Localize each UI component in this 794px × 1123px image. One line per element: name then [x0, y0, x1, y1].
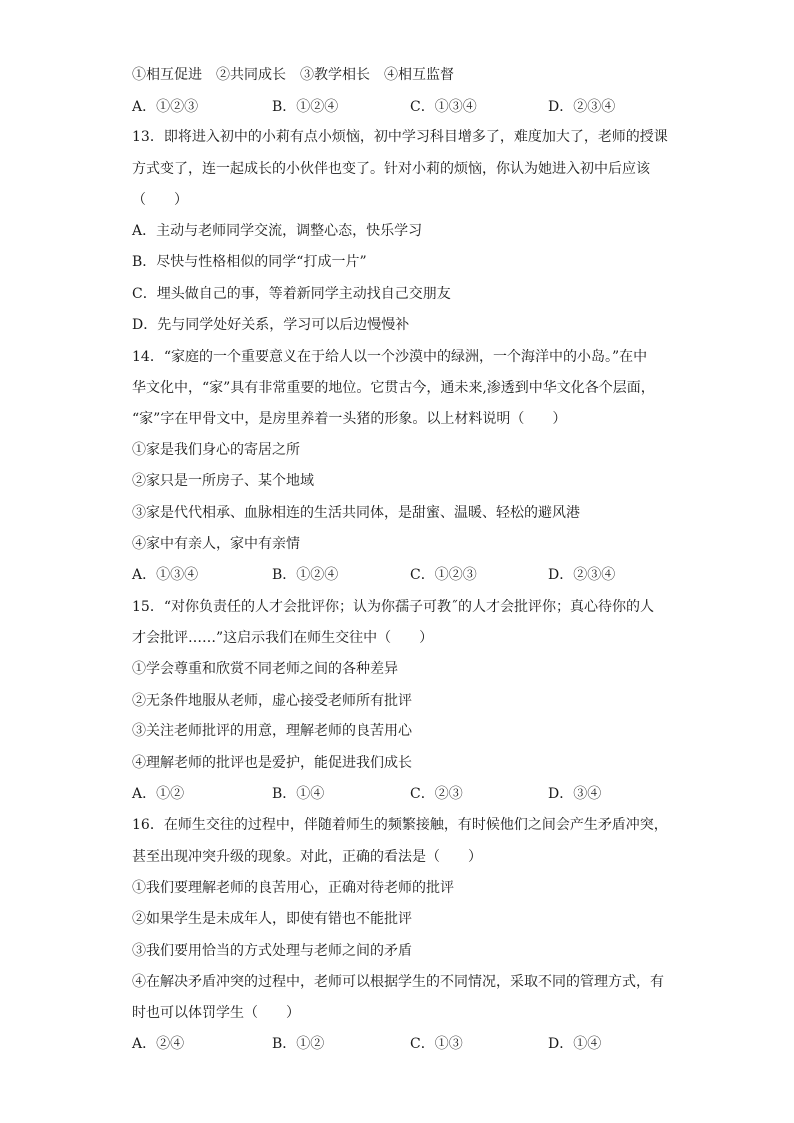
q15-option-a[interactable]: A．①② [132, 786, 185, 802]
q16-option-b[interactable]: B．①② [272, 1036, 325, 1052]
q14-stem-line-2: 华文化中，“家”具有非常重要的地位。它贯古今，通未来,渗透到中华文化各个层面， [132, 380, 655, 396]
q14-option-b[interactable]: B．①②④ [272, 567, 339, 583]
q14-option-d[interactable]: D．②③④ [548, 567, 616, 583]
q14-option-a[interactable]: A．①③④ [132, 567, 199, 583]
q15-item-2: ②无条件地服从老师，虚心接受老师所有批评 [132, 693, 412, 709]
q16-option-d[interactable]: D．①④ [548, 1036, 602, 1052]
q15-item-4: ④理解老师的批评也是爱护，能促进我们成长 [132, 755, 412, 771]
q16-item-4: ④在解决矛盾冲突的过程中，老师可以根据学生的不同情况，采取不同的管理方式，有 [132, 974, 664, 990]
q13-choice-c[interactable]: C．埋头做自己的事，等着新同学主动找自己交朋友 [132, 286, 451, 302]
q14-item-1: ①家是我们身心的寄居之所 [132, 442, 300, 458]
q16-item-4-continued: 时也可以体罚学生（ ） [132, 1005, 300, 1021]
q16-item-1: ①我们要理解老师的良苦用心，正确对待老师的批评 [132, 880, 454, 896]
q15-stem-line-2: 才会批评……”这启示我们在师生交往中（ ） [132, 630, 434, 646]
q16-options [132, 1033, 672, 1055]
q14-option-c[interactable]: C．①②③ [410, 567, 477, 583]
q16-option-c[interactable]: C．①③ [410, 1036, 463, 1052]
q14-item-2: ②家只是一所房子、某个地域 [132, 473, 314, 489]
q14-item-3: ③家是代代相承、血脉相连的生活共同体，是甜蜜、温暖、轻松的避风港 [132, 505, 580, 521]
q13-choice-d[interactable]: D．先与同学处好关系，学习可以后边慢慢补 [132, 317, 410, 333]
q13-answer-blank: （ ） [132, 192, 188, 208]
q15-stem-line-1: 15．“对你负责任的人才会批评你；认为你孺子可教˝的人才会批评你；真心待你的人 [132, 599, 654, 615]
q16-stem-line-2: 甚至出现冲突升级的现象。对此，正确的看法是（ ） [132, 849, 482, 865]
q14-options [132, 564, 672, 586]
q16-item-3: ③我们要用恰当的方式处理与老师之间的矛盾 [132, 943, 412, 959]
q13-choice-b[interactable]: B．尽快与性格相似的同学“打成一片” [132, 254, 367, 270]
q16-item-2: ②如果学生是未成年人，即使有错也不能批评 [132, 911, 412, 927]
q15-option-c[interactable]: C．②③ [410, 786, 463, 802]
q13-stem-line-2: 方式变了，连一起成长的小伙伴也变了。针对小莉的烦恼，你认为她进入初中后应该 [132, 161, 650, 177]
q14-stem-line-3: “家”字在甲骨文中，是房里养着一头猪的形象。以上材料说明（ ） [132, 411, 567, 427]
q12-items-line: ①相互促进 ②共同成长 ③教学相长 ④相互监督 [132, 67, 454, 83]
q15-options [132, 783, 672, 805]
q16-option-a[interactable]: A．②④ [132, 1036, 185, 1052]
q15-item-3: ③关注老师批评的用意，理解老师的良苦用心 [132, 723, 412, 739]
q12-option-c[interactable]: C．①③④ [410, 99, 477, 115]
q12-options [132, 96, 672, 118]
q15-option-d[interactable]: D．③④ [548, 786, 602, 802]
q15-option-b[interactable]: B．①④ [272, 786, 325, 802]
q15-item-1: ①学会尊重和欣赏不同老师之间的各种差异 [132, 661, 398, 677]
q13-choice-a[interactable]: A．主动与老师同学交流，调整心态，快乐学习 [132, 223, 423, 239]
q14-stem-line-1: 14．“家庭的一个重要意义在于给人以一个沙漠中的绿洲，一个海洋中的小岛。”在中 [132, 349, 648, 365]
q16-stem-line-1: 16．在师生交往的过程中，伴随着师生的频繁接触，有时候他们之间会产生矛盾冲突， [132, 817, 668, 833]
q14-item-4: ④家中有亲人，家中有亲情 [132, 536, 300, 552]
q13-stem-line-1: 13．即将进入初中的小莉有点小烦恼，初中学习科目增多了，难度加大了，老师的授课 [132, 129, 668, 145]
q12-option-b[interactable]: B．①②④ [272, 99, 339, 115]
q12-option-a[interactable]: A．①②③ [132, 99, 199, 115]
q12-option-d[interactable]: D．②③④ [548, 99, 616, 115]
